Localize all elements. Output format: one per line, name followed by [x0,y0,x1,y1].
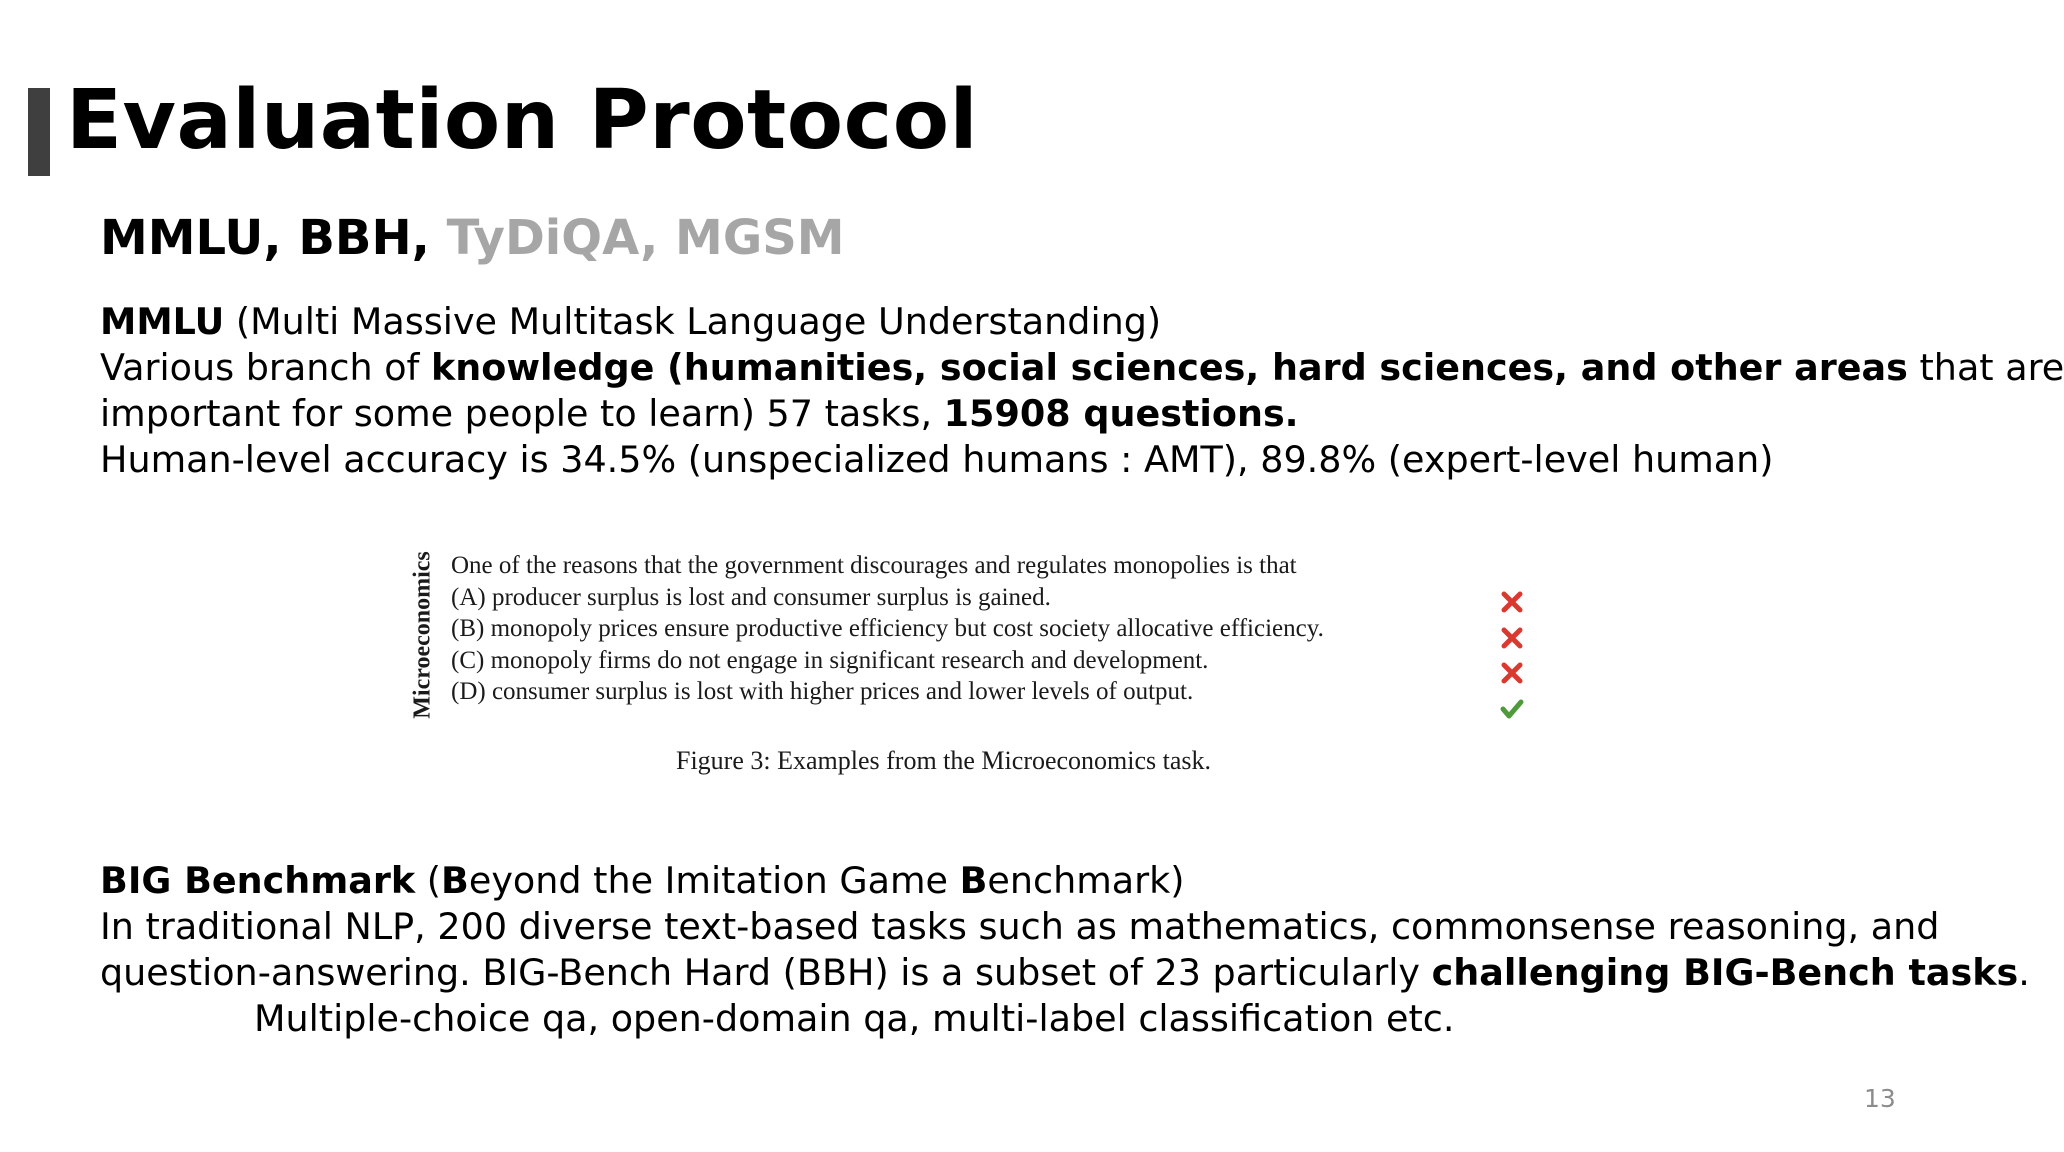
big-heading-t1: ( [415,859,442,902]
figure-question: One of the reasons that the government discourages and regulates monopolies is that [451,552,1297,579]
big-line-3-pre: question-answering. BIG-Bench Hard (BBH) is a subset of 23 particularly [100,951,1432,994]
slide-subtitle [100,210,845,266]
cross-icon [1488,661,1528,693]
mmlu-heading-rest: (Multi Massive Multitask Language Understanding) [224,300,1162,343]
subtitle-bold: MMLU, BBH, [100,210,447,266]
mmlu-line-3 [100,391,2064,437]
figure-option-a: (A) producer surplus is lost and consumer surplus is gained. [451,583,1051,611]
figure-option-c: (C) monopoly firms do not engage in significant research and development. [451,646,1209,674]
mmlu-line-3-pre: important for some people to learn) 57 tasks, [100,392,944,435]
cross-icon [1488,626,1528,658]
big-line-3 [100,950,2030,996]
figure-side-label-text: Microeconomics [409,551,436,719]
big-line-4: Multiple-choice qa, open-domain qa, multi-label classification etc. [254,997,1455,1040]
mmlu-heading [100,299,2064,345]
mmlu-line-2-post: that are [1907,346,2064,389]
big-heading-b2: B [441,859,469,902]
big-bench-section [100,858,2030,1042]
cross-icon [1488,590,1528,622]
figure-option-b: (B) monopoly prices ensure productive efficiency but cost society allocative efficiency. [451,615,1324,642]
big-heading-t3: enchmark) [987,859,1185,902]
mmlu-line-3-bold: 15908 questions. [943,392,1299,435]
big-line-3-bold: challenging BIG-Bench tasks [1431,951,2019,994]
title-accent-bar [28,88,50,176]
figure-caption: Figure 3: Examples from the Microeconomics task. [676,746,1212,775]
check-icon [1488,697,1528,729]
big-line-3-post: . [2018,951,2030,994]
microeconomics-figure [408,524,1528,792]
big-heading-t2: eyond the Imitation Game [468,859,960,902]
big-heading-b3: B [959,859,988,902]
figure-side-label [410,534,436,736]
mmlu-line-4: Human-level accuracy is 34.5% (unspecialized humans : AMT), 89.8% (expert-level human) [100,438,1774,481]
mmlu-line-2-bold: knowledge (humanities, social sciences, hard sciences, and other areas [431,346,1908,389]
mmlu-line-2 [100,345,2064,391]
page-number: 13 [1864,1084,1896,1113]
mmlu-line-2-pre: Various branch of [100,346,431,389]
figure-option-d: (D) consumer surplus is lost with higher prices and lower levels of output. [451,678,1194,705]
big-line-2: In traditional NLP, 200 diverse text-based tasks such as mathematics, commonsense reasoning, and [100,905,1940,948]
big-heading [100,858,2030,904]
big-heading-b1: BIG Benchmark [100,859,416,902]
figure-question-block [451,550,1324,708]
mmlu-heading-bold: MMLU [100,300,225,343]
mmlu-section [100,299,2064,483]
answer-marks [1488,586,1528,728]
slide-title: Evaluation Protocol [66,73,979,168]
subtitle-gray: TyDiQA, MGSM [446,210,845,266]
